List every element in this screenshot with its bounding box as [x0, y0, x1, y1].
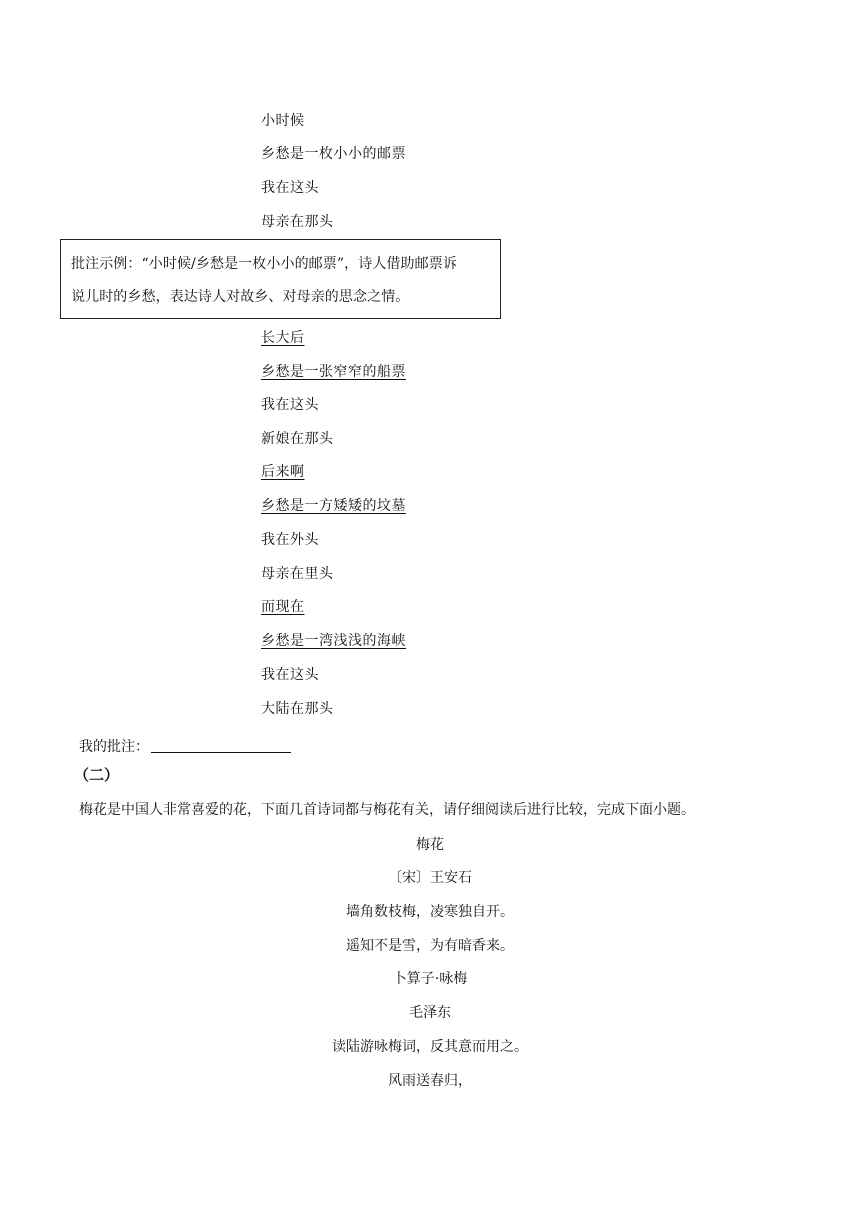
annotation-example-box: [60, 239, 501, 319]
my-annotation-blank[interactable]: [151, 738, 291, 753]
poem-line-underlined: 而现在: [261, 599, 305, 615]
poem-line-underlined: 乡愁是一张窄窄的船票: [261, 364, 406, 380]
poem-line-underlined: 后来啊: [261, 464, 305, 480]
poem-line: 我在这头: [261, 180, 319, 196]
poem-line: 母亲在里头: [261, 566, 334, 582]
poem-line: 我在这头: [261, 397, 319, 413]
poem-line: 大陆在那头: [261, 701, 334, 717]
instruction-text: 梅花是中国人非常喜爱的花，下面几首诗词都与梅花有关，请仔细阅读后进行比较，完成下面小题。: [79, 802, 695, 818]
poem-line: 我在外头: [261, 532, 319, 548]
poem2-title: 梅花: [416, 837, 444, 853]
poem2-line: 遥知不是雪，为有暗香来。: [346, 938, 514, 954]
poem2-author: 〔宋〕王安石: [388, 870, 472, 886]
poem-line-underlined: 乡愁是一湾浅浅的海峡: [261, 633, 406, 649]
poem-line-underlined: 乡愁是一方矮矮的坟墓: [261, 498, 406, 514]
poem-line: 新娘在那头: [261, 431, 334, 447]
poem3-preface: 读陆游咏梅词，反其意而用之。: [332, 1039, 528, 1055]
section-heading: （二）: [74, 766, 120, 784]
poem3-first-line: 风雨送春归，: [388, 1073, 472, 1089]
my-annotation-label: 我的批注：: [79, 739, 149, 755]
my-annotation-row: [79, 736, 291, 754]
poem-line: 母亲在那头: [261, 214, 334, 230]
poem-line: 我在这头: [261, 667, 319, 683]
poem-line: 小时候: [261, 113, 305, 129]
poem-line-underlined: 长大后: [261, 330, 305, 346]
poem-line: 乡愁是一枚小小的邮票: [261, 146, 406, 162]
poem2-line: 墙角数枝梅，凌寒独自开。: [346, 904, 514, 920]
annotation-example-line-1: 批注示例：“小时候/乡愁是一枚小小的邮票”，诗人借助邮票诉: [71, 256, 457, 272]
annotation-example-line-2: 说儿时的乡愁，表达诗人对故乡、对母亲的思念之情。: [71, 289, 410, 305]
poem3-title: 卜算子·咏梅: [392, 971, 468, 987]
poem3-author: 毛泽东: [409, 1005, 451, 1021]
